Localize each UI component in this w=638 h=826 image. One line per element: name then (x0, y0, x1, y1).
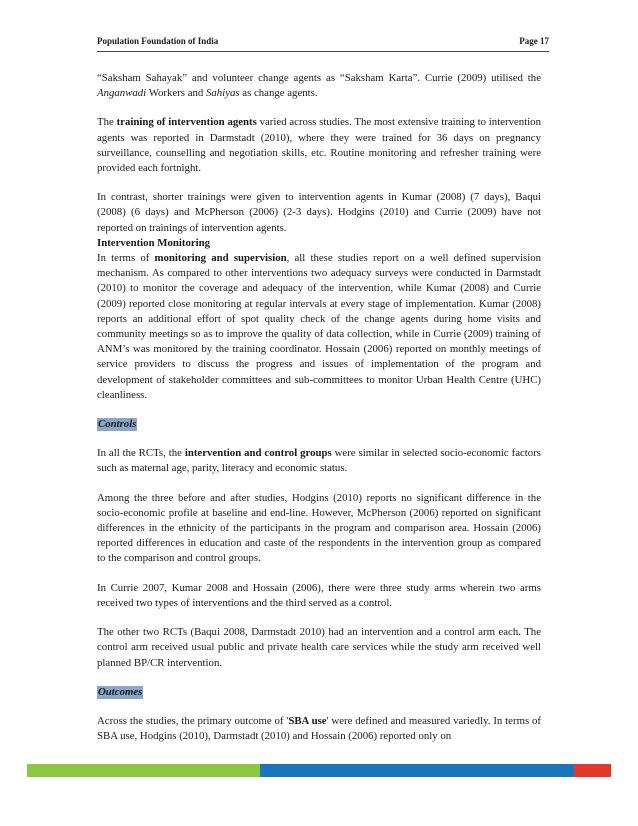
text: The (97, 116, 117, 129)
paragraph-two-rcts: The other two RCTs (Baqui 2008, Darmstadt 2010) had an intervention and a control arm each. The control arm received usual public and private health care services while the study arm received well planned BP/CR intervention. (97, 626, 541, 669)
org-name: Population Foundation of India (97, 36, 219, 46)
paragraph-short-trainings: In contrast, shorter trainings were given to intervention agents in Kumar (2008) (7 days), Baqui (2008) (6 days) and McPherson (2006) (2-3 days). Hodgins (2010) and Currie (2009) have not reported on trainings of intervention agents. (97, 191, 541, 234)
emphasis-training: training of intervention agents (116, 116, 257, 129)
text: In terms of (97, 252, 155, 265)
highlight-outcomes: Outcomes (98, 685, 143, 698)
page-number: 17 (540, 36, 549, 46)
document-body (97, 71, 541, 744)
paragraph-rcts-similar (97, 446, 541, 476)
text: “Saksham Sahayak” and volunteer change agents as “Saksham Karta”. Currie (2009) utilised the (97, 72, 541, 84)
heading-outcomes (97, 685, 541, 700)
text: Workers and (146, 87, 206, 100)
footer-green-segment (27, 764, 260, 777)
paragraph-three-arms: In Currie 2007, Kumar 2008 and Hossain (2006), there were three study arms wherein two arms received two types of interventions and the third served as a control. (97, 581, 541, 609)
footer-color-bar (27, 764, 611, 777)
page-label: Page (519, 36, 538, 46)
page-indicator (519, 36, 549, 46)
paragraph-monitoring (97, 251, 541, 403)
highlight-controls: Controls (98, 418, 137, 431)
text: , all these studies report on a well defined supervision mechanism. As compared to other interventions two adequacy surveys were conducted in Darmstadt (2010) to monitor the coverage and adequacy of the intervention, while Kumar (2008) and Currie (2009) reported close monitoring at regular intervals at every stage of implementation. Kumar (2008) reports an additional effort of spot quality check of the change agents during home visits and community meetings so as to improve the quality of data collection, while in Currie (2009) training of ANM’s was monitored by the training coordinator. Hossain (2006) reported on monthly meetings of service providers to discuss the progress and issues of implementation of the program and development of stakeholder committees and sub-committees to monitor Urban Health Centre (UHC) cleanliness. (97, 252, 541, 401)
emphasis-groups: intervention and control groups (184, 447, 332, 460)
emphasis-monitoring: monitoring and supervision (154, 252, 287, 265)
term-sahiyas: Sahiyas (206, 87, 240, 100)
paragraph-change-agents (97, 71, 541, 101)
text: ' were defined and measured variedly. In terms of SBA use, Hodgins (2010), Darmstadt (2010) and Hossain (2006) reported only on (97, 714, 542, 743)
text: Across the studies, the primary outcome of ' (97, 714, 289, 727)
text: In all the RCTs, the (97, 447, 185, 460)
text: were similar in selected socio-economic factors such as maternal age, parity, literacy and economic status. (97, 447, 541, 475)
text: as change agents. (239, 87, 318, 100)
term-anganwadi: Anganwadi (97, 87, 147, 100)
emphasis-sba: SBA use (288, 714, 327, 727)
heading-intervention-monitoring: Intervention Monitoring (97, 236, 211, 249)
paragraph-before-after: Among the three before and after studies, Hodgins (2010) reports no significant difference in the socio-economic profile at baseline and end-line. However, McPherson (2006) reported on significant differences in the ethnicity of the participants in the program and comparison area. Hossain (2006) reported differences in education and caste of the respondents in the intervention group as compared to the comparison and control groups. (97, 491, 541, 565)
page-header (97, 36, 549, 46)
footer-blue-segment (260, 764, 574, 777)
paragraph-outcomes (97, 714, 541, 744)
header-rule (97, 51, 549, 52)
footer-red-segment (574, 764, 611, 777)
heading-controls (97, 417, 541, 432)
paragraph-training (97, 115, 541, 176)
text: varied across studies. The most extensive training to intervention agents was reported in Darmstadt (2010), where they were trained for 36 days on pregnancy surveillance, counselling and negotiation skills, etc. Routine monitoring and refresher training were provided each fortnight. (97, 116, 541, 175)
